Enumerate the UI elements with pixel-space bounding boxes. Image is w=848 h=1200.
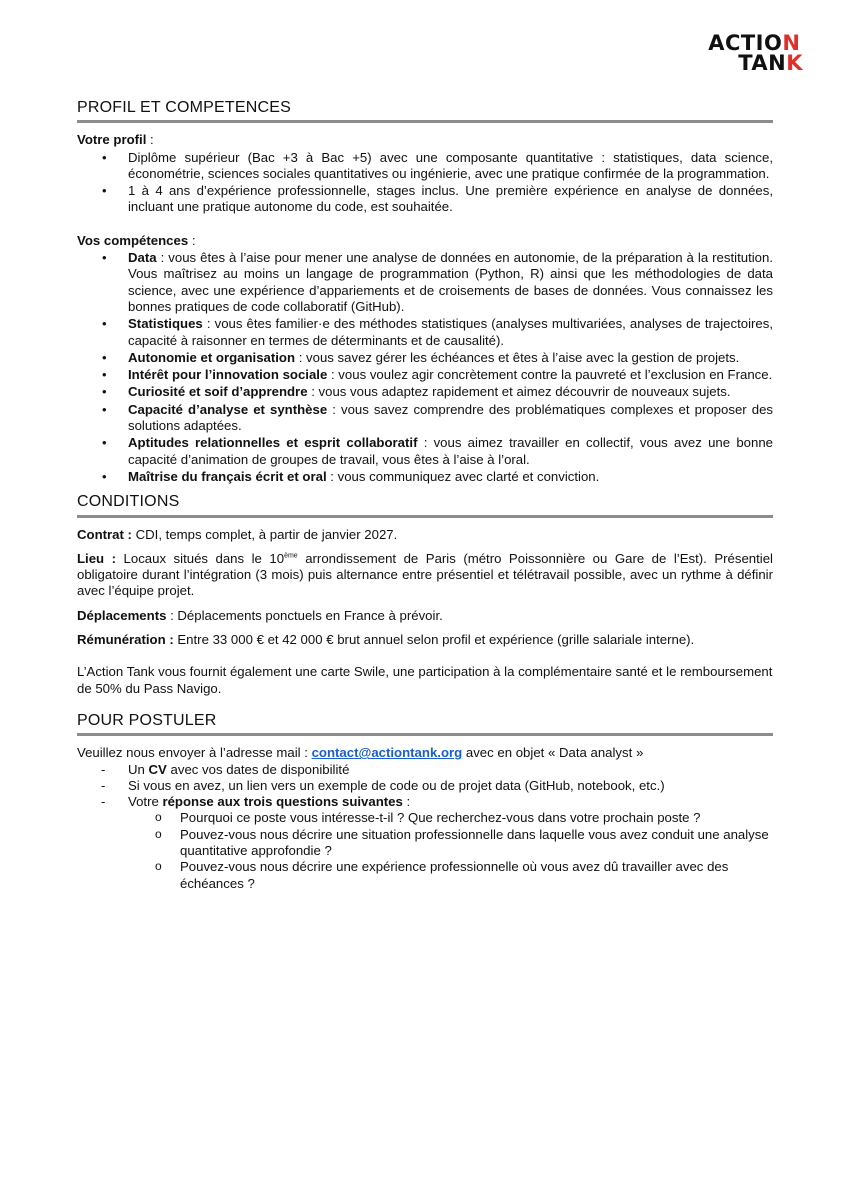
list-item: • Intérêt pour l’innovation sociale : vous voulez agir concrètement contre la pauvreté et l’exclusion en France. [77,367,773,383]
questions-list [128,810,773,891]
list-item: • 1 à 4 ans d’expérience professionnelle, stages inclus. Une première expérience en analyse de données, incluant une pratique autonome du code, est souhaitée. [77,183,773,216]
list-item: • Data : vous êtes à l’aise pour mener une analyse de données en autonomie, de la préparation à la restitution. Vous maîtrisez au moins un langage de programmation (Python, R) ainsi que les méthodologies de data science, avec une expérience d’appariements et de croisements de bases de données. Vous connaissez les bonnes pratiques de code collaboratif (GitHub). [77,250,773,315]
email-link[interactable]: contact@actiontank.org [311,745,463,761]
list-item: • Diplôme supérieur (Bac +3 à Bac +5) avec une composante quantitative : statistiques, data science, économétrie, sciences sociales quantitatives ou ingénierie, avec une pratique confirmée de la programmation. [77,150,773,183]
question-item: o Pouvez-vous nous décrire une expérience professionnelle où vous avez dû travailler avec des échéances ? [77,859,773,892]
list-item: • Aptitudes relationnelles et esprit collaboratif : vous aimez travailler en collectif, vous avez une bonne capacité d’animation de groupes de travail, vous êtes à l’aise à l’oral. [77,435,773,468]
action-tank-logo: ACTION TANK [708,31,803,75]
remuneration-paragraph: Rémunération : Entre 33 000 € et 42 000 € brut annuel selon profil et expérience (grille salariale interne). [77,632,695,648]
competences-heading: Vos compétences : [77,232,196,248]
list-item: • Capacité d’analyse et synthèse : vous savez comprendre des problématiques complexes et proposer des solutions adaptées. [77,402,773,435]
section-title-postuler: POUR POSTULER [77,713,773,736]
votre-profil-heading: Votre profil : [77,132,154,148]
list-item: • Autonomie et organisation : vous savez gérer les échéances et êtes à l’aise avec la gestion de projets. [77,350,773,366]
question-item: o Pouvez-vous nous décrire une situation professionnelle dans laquelle vous avez conduit une analyse quantitative approfondie ? [77,827,773,860]
list-item: • Curiosité et soif d’apprendre : vous vous adaptez rapidement et aimez découvrir de nouveaux sujets. [77,384,773,400]
deplacements-paragraph: Déplacements : Déplacements ponctuels en France à prévoir. [77,607,443,623]
profil-list [77,150,773,216]
list-item: - Si vous en avez, un lien vers un exemple de code ou de projet data (GitHub, notebook, etc.) [77,778,773,794]
lieu-paragraph: Lieu : Locaux situés dans le 10ème arrondissement de Paris (métro Poissonnière ou Gare de l’Est). Présentiel obligatoire durant l’intégration (3 mois) puis alternance entre présentiel et télétravail possible, avec un rythme à définir avec l’équipe projet. [77,550,773,599]
list-item: • Maîtrise du français écrit et oral : vous communiquez avec clarté et conviction. [77,469,773,485]
document-body [77,100,773,892]
avantages-paragraph: L’Action Tank vous fournit également une carte Swile, une participation à la complémentaire santé et le remboursement de 50% du Pass Navigo. [77,664,773,696]
competences-list [77,250,773,485]
list-item: - Un CV avec vos dates de disponibilité [77,762,773,778]
section-title-profil: PROFIL ET COMPETENCES [77,100,773,123]
contrat-paragraph: Contrat : CDI, temps complet, à partir de janvier 2027. [77,526,398,542]
question-item: o Pourquoi ce poste vous intéresse-t-il ? Que recherchez-vous dans votre prochain poste ? [77,810,773,826]
postuler-intro: Veuillez nous envoyer à l’adresse mail : contact@actiontank.org avec en objet « Data analyst » [77,745,644,761]
postuler-list [77,762,773,892]
list-item: - Votre réponse aux trois questions suivantes : o Pourquoi ce poste vous intéresse-t-il ? Que recherchez-vous dans votre prochain poste ? o Pouvez-vous nous décrire une situation professionnelle dans laquelle vous avez conduit une analyse quantitative approfondie ? o Pouvez-vous nous décrire une expérience professionnelle où vous avez dû travailler avec des échéances ? [77,794,773,892]
section-title-conditions: CONDITIONS [77,494,773,517]
list-item: • Statistiques : vous êtes familier·e des méthodes statistiques (analyses multivariées, analyses de trajectoires, capacité à raisonner en termes de déterminants et de causalité). [77,316,773,349]
